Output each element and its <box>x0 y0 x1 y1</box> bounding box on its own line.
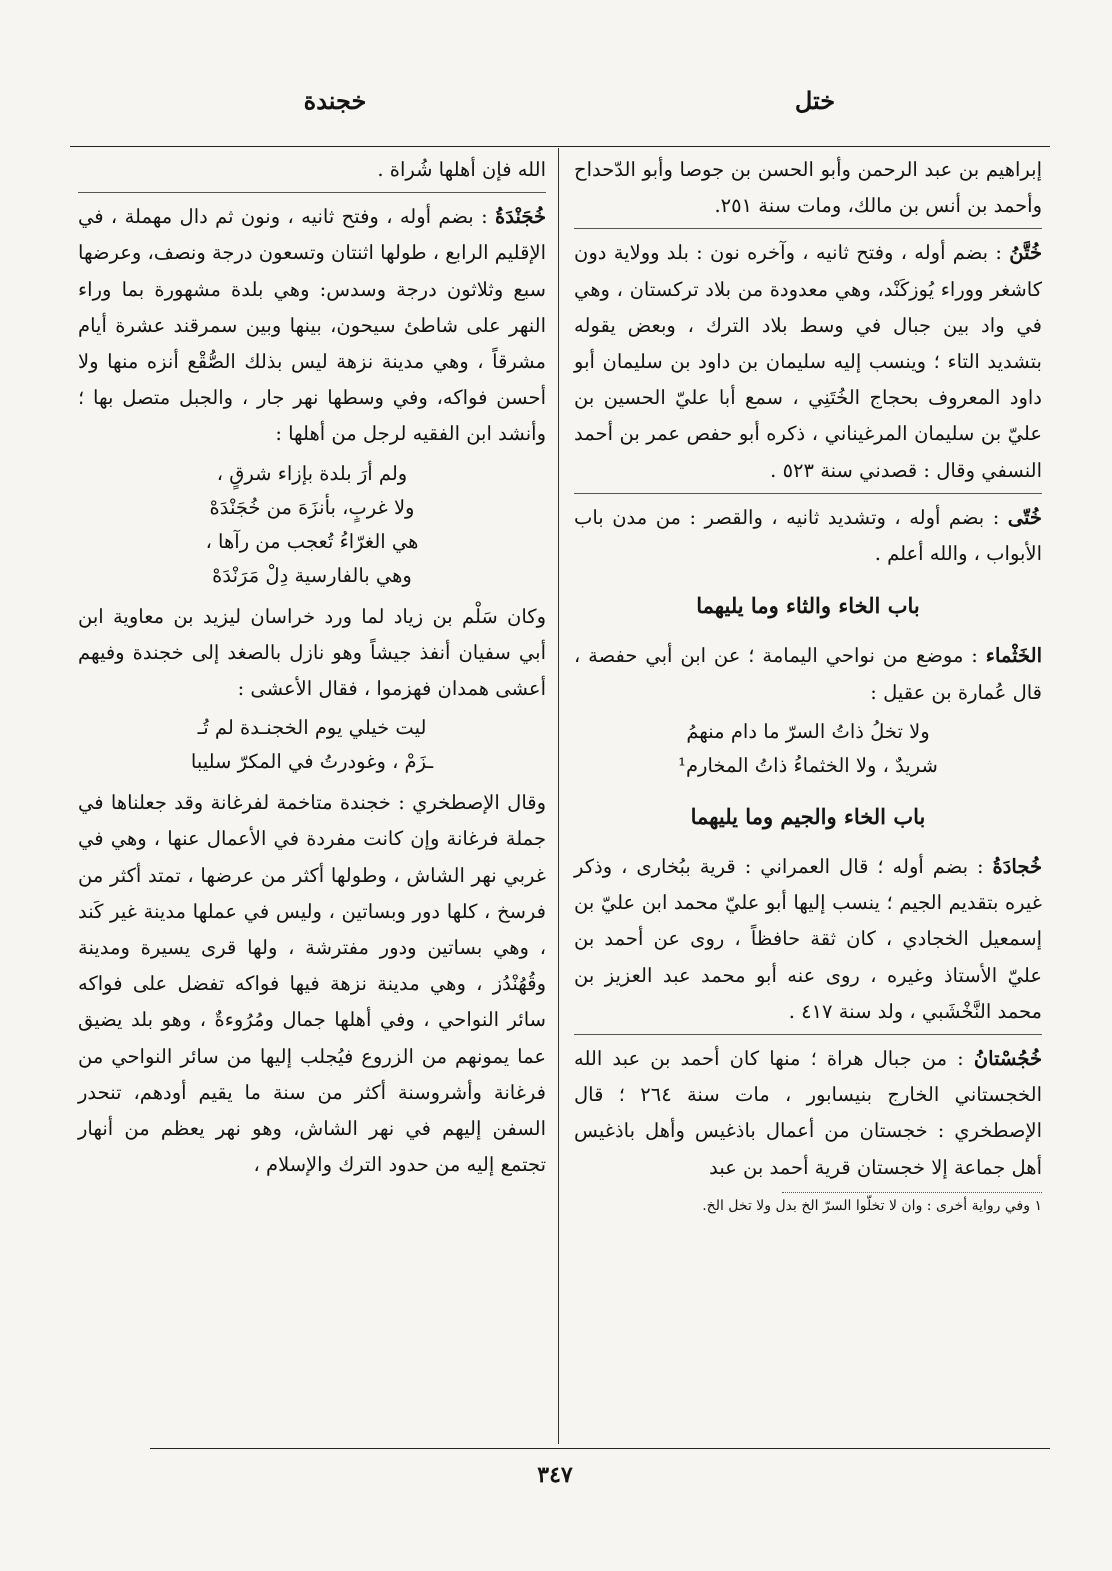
left-column <box>78 152 546 1187</box>
verse-line: شريدٌ ، ولا الخثماءُ ذاتُ المخارم¹ <box>678 753 938 777</box>
verse-line: ولا غربٍ، بأنزَهَ من خُجَنْدَهْ <box>209 495 415 519</box>
section-title: باب الخاء والجيم وما يليهما <box>690 803 926 829</box>
paragraph: وكان سَلْم بن زياد لما ورد خراسان ليزيد بن معاوية ابن أبي سفيان أنفذ جيشاً وهو نازل بالصغد إلى خجندة وفيهم أعشى همدان فهزموا ، فقال الأعشى : <box>78 604 546 701</box>
entry-headword: خُتّى <box>1007 505 1042 529</box>
column-separator <box>558 148 559 1444</box>
entry-khujada <box>574 849 1042 1030</box>
footer-rule <box>150 1448 1050 1449</box>
entry-headword: خُجُسْتانُ <box>973 1047 1042 1071</box>
entry-headword: خُجَنْدَةُ <box>495 205 547 229</box>
verse-line: هي الغرّاءُ تُعجب من رآها ، <box>205 529 419 553</box>
entry-khujanda <box>78 199 546 452</box>
entry-separator <box>574 228 1042 229</box>
entry-headword: خُجادَةُ <box>992 855 1042 879</box>
section-title: باب الخاء والثاء وما يليهما <box>696 593 920 619</box>
header-rule <box>70 146 1050 147</box>
right-column <box>574 152 1042 1217</box>
entry-headword: خُتَّنُ <box>1009 241 1043 265</box>
running-head-left: خجندة <box>303 86 367 115</box>
verse-line: وهي بالفارسية دِلْ مَرَنْدَهْ <box>212 563 412 587</box>
entry-text: : بضم أوله ؛ قال العمراني : قرية ببُخارى ، وذكر غيره بتقديم الجيم ؛ ينسب إليها أبو عليّ محمد ابن عليّ بن إسمعيل الخجادي ، كان ثقة حافظاً ، روى عن أحمد بن عليّ الأستاذ وغيره ، روى عنه أبو محمد عبد العزيز بن محمد النَّخْشَبي ، ولد سنة ٤١٧ . <box>574 855 1042 1023</box>
verse-line: ـزَمْ ، وغودرتُ في المكرّ سليبا <box>190 750 434 774</box>
verse-line: ليت خيلي يوم الخجنـدة لم تُـ <box>197 716 427 740</box>
footnote: ١ وفي رواية أخرى : وان لا تخلّوا السرّ الخ بدل ولا تخل الخ. <box>702 1197 1042 1214</box>
entry-khathma <box>574 638 1042 710</box>
verse <box>574 715 1042 783</box>
running-head-right: ختل <box>794 86 836 115</box>
footnote-rule <box>782 1192 1042 1193</box>
continued-paragraph: الله فإن أهلها شُراة . <box>377 158 546 181</box>
entry-text: : بضم أوله ، وفتح ثانيه ، وآخره نون : بلد وولاية دون كاشغر ووراء يُوزكَنْد، وهي معدودة من بلاد تركستان ، وهي في واد بين جبال في وسط بلاد الترك ، وبعض يقوله بتشديد التاء ؛ وينسب إليه سليمان بن داود بن سليمان أبو داود المعروف بحجاج الخُتَنِي ، سمع أبا عليّ الحسين بن عليّ بن سليمان المرغيناني ، ذكره أبو حفص عمر بن أحمد النسفي وقال : قصدني سنة ٥٢٣ . <box>574 241 1042 482</box>
entry-text: : من جبال هراة ؛ منها كان أحمد بن عبد الله الخجستاني الخارج بنيسابور ، مات سنة ٢٦٤ ؛ قال الإصطخري : خجستان من أعمال باذغيس وأهل باذغيس أهل جماعة إلا خجستان قرية أحمد بن عبد <box>574 1047 1043 1179</box>
entry-separator <box>574 493 1042 494</box>
entry-separator <box>574 1034 1042 1035</box>
verse-line: ولم أرَ بلدة بإزاء شرقٍ ، <box>216 461 408 485</box>
entry-text: : بضم أوله ، وتشديد ثانيه ، والقصر : من مدن باب الأبواب ، والله أعلم . <box>574 505 1042 566</box>
verse <box>78 711 546 779</box>
entry-text: : موضع من نواحي اليمامة ؛ عن ابن أبي حفصة ، قال عُمارة بن عقيل : <box>574 644 1042 704</box>
entry-khujustan <box>574 1041 1042 1186</box>
continued-paragraph: إبراهيم بن عبد الرحمن وأبو الحسن بن جوصا وأبو الدّحداح وأحمد بن أنس بن مالك، ومات سنة ٢٥١. <box>574 158 1042 218</box>
entry-headword: الخَثْماء <box>985 644 1042 668</box>
paragraph: وقال الإصطخري : خجندة متاخمة لفرغانة وقد جعلناها في جملة فرغانة وإن كانت مفردة في الأعمال عنها ، وهي في غربي نهر الشاش ، وطولها أكثر من عرضها ، تمتد أكثر من فرسخ ، كلها دور وبساتين ، وليس في عملها مدينة غير كَند ، وهي بساتين ودور مفترشة ، ولها قرى يسيرة ومدينة وقُهُنْدُز ، وهي مدينة نزهة فيها فواكه تفضل على فواكه سائر النواحي ، وفي أهلها جمال ومُرُوءةٌ ، وهو بلد يضيق عما يمونهم من الزروع فيُجلب إليها من سائر النواحي من فرغانة وأشروسنة أكثر من سنة ما يقيم أودهم، تنحدر السفن إليهم في نهر الشاش، وهو نهر يعظم من أنهار تجتمع إليه من حدود الترك والإسلام ، <box>78 791 546 1177</box>
verse <box>78 457 546 593</box>
verse-line: ولا تخلُ ذاتُ السرّ ما دام منهمُ <box>686 719 930 743</box>
page-number: ٣٤٧ <box>537 1462 573 1488</box>
entry-khutta <box>574 500 1042 572</box>
entry-separator <box>78 192 546 193</box>
entry-text: : بضم أوله ، وفتح ثانيه ، ونون ثم دال مهملة ، في الإقليم الرابع ، طولها اثنتان وتسعون درجة ونصف، وعرضها سبع وثلاثون درجة وسدس: وهي بلدة مشهورة بما وراء النهر على شاطئ سيحون، بينها وبين سمرقند عشرة أيام مشرقاً ، وهي مدينة نزهة ليس بذلك الصُّقْع أنزه منها ولا أحسن فواكه، وفي وسطها نهر جار ، والجبل متصل بها ؛ وأنشد ابن الفقيه لرجل من أهلها : <box>78 205 546 446</box>
entry-khuttan <box>574 235 1042 488</box>
